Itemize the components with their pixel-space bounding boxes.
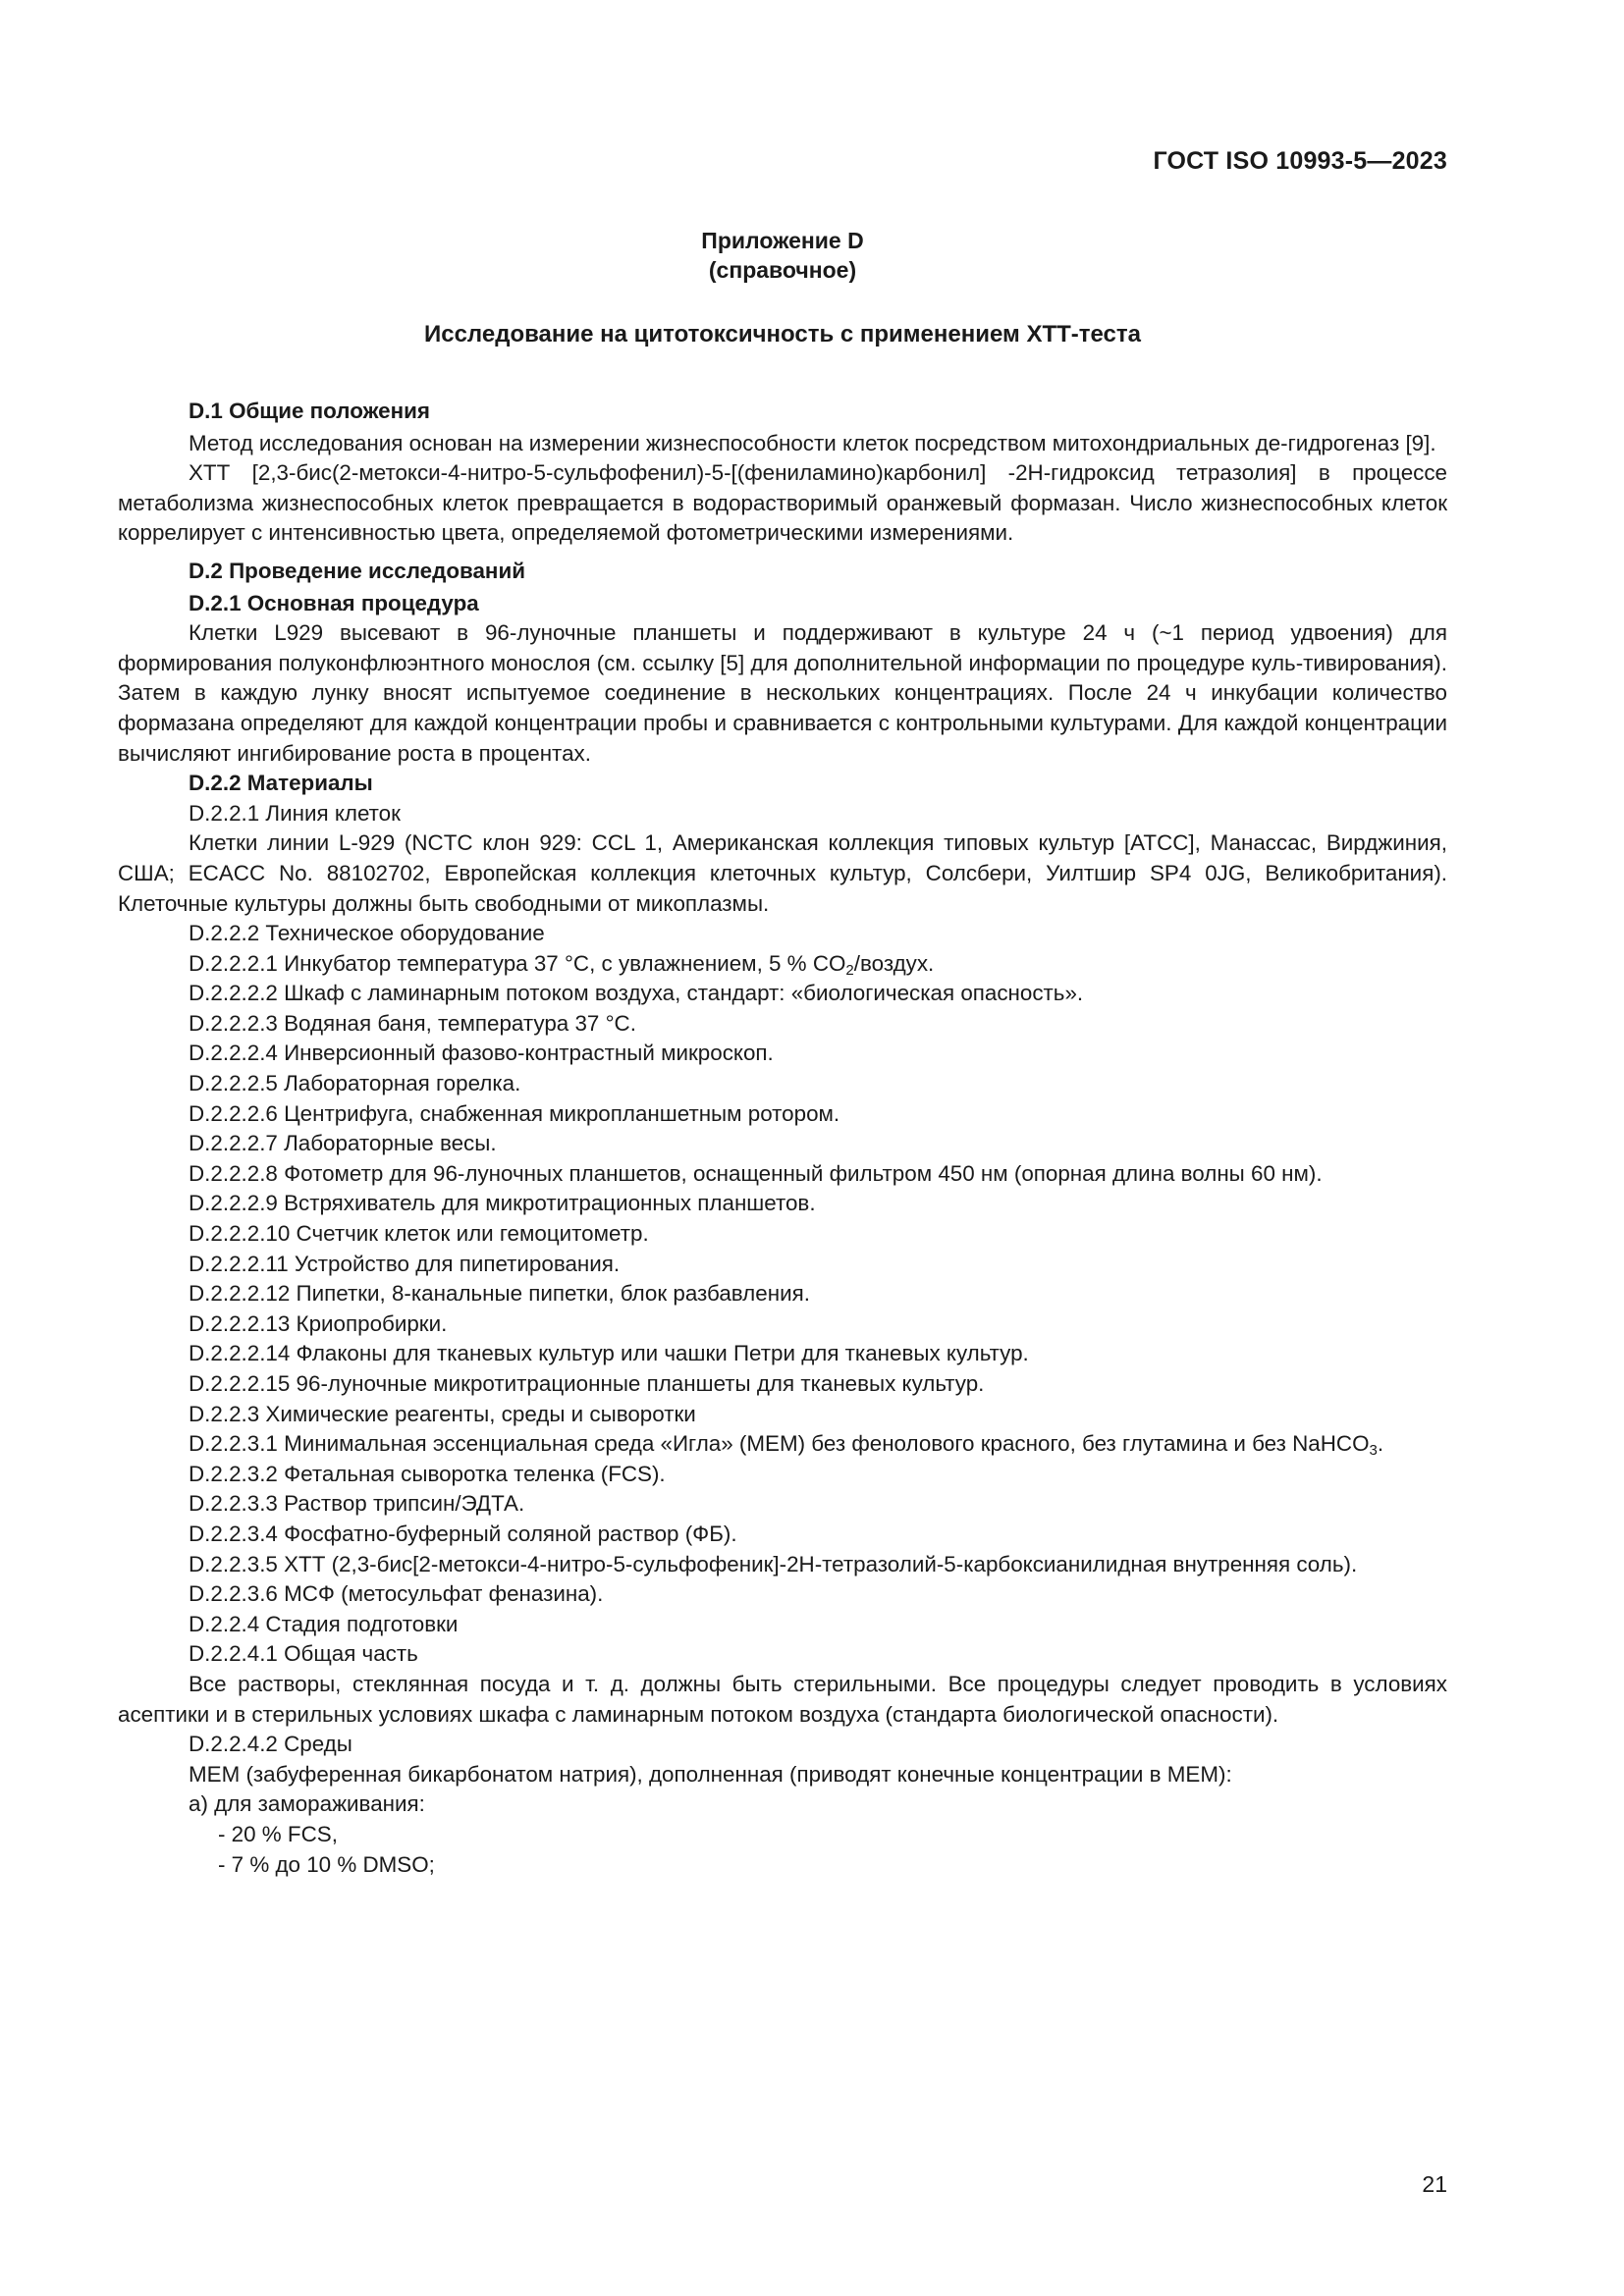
reagent-item-text: D.2.2.3.4 Фосфатно-буферный соляной раствор (ФБ). [189,1521,737,1546]
paragraph-d21: Клетки L929 высевают в 96-луночные планшеты и поддерживают в культуре 24 ч (~1 период удвоения) для формирования полуконфлюэнтного монослоя (см. ссылку [5] для дополнительной информации по процедуре куль-тивирования). Затем в каждую лунку вносят испытуемое соединение в нескольких концентрациях. После 24 ч инкубации количество формазана определяют для каждой концентрации пробы и сравнивается с контрольными культурами. Для каждой концентрации вычисляют ингибирование роста в процентах. [118,620,1447,766]
reagent-item-text: D.2.2.3.2 Фетальная сыворотка теленка (FCS). [189,1461,666,1486]
equipment-item [118,1009,1447,1040]
clause-heading-d2242: D.2.2.4.2 Среды [189,1732,352,1757]
equipment-item-text: D.2.2.2.4 Инверсионный фазово-контрастный микроскоп. [189,1041,774,1066]
equipment-item-text: D.2.2.2.3 Водяная баня, температура 37 °С. [189,1010,636,1036]
equipment-item [118,1099,1447,1130]
paragraph-d2242: МЕМ (забуференная бикарбонатом натрия), дополненная (приводят конечные концентрации в МЕМ): [189,1761,1232,1787]
equipment-item-text: D.2.2.2.7 Лабораторные весы. [189,1131,497,1156]
clause-heading-d221: D.2.2.1 Линия клеток [189,800,401,826]
equipment-item [118,1339,1447,1369]
equipment-item [118,949,1447,980]
reagent-item [118,1520,1447,1550]
list-label-freezing: а) для замораживания: [189,1791,425,1817]
equipment-item [118,1219,1447,1250]
reagent-item-text: D.2.2.3.6 МСФ (метосульфат феназина). [189,1581,604,1607]
equipment-item [118,1279,1447,1309]
clause-heading-d2241: D.2.2.4.1 Общая часть [189,1641,418,1667]
equipment-list [118,949,1447,1400]
reagent-item-text: D.2.2.3.5 ХТТ (2,3-бис[2-метокси-4-нитро-5-сульфофеник]-2Н-тетразолий-5-карбоксианилидная внутренняя соль). [189,1551,1358,1576]
reagent-item [118,1460,1447,1490]
equipment-item-text: D.2.2.2.8 Фотометр для 96-луночных планшетов, оснащенный фильтром 450 нм (опорная длина волны 60 нм). [189,1160,1323,1186]
section-heading-d2: D.2 Проведение исследований [189,558,525,583]
paragraph-d1-xtt: ХТТ [2,3-бис(2-метокси-4-нитро-5-сульфофенил)-5-[(фениламино)карбонил] -2Н-гидроксид тетразолия] в процессе метаболизма жизнеспособных клеток превращается в водорастворимый оранжевый формазан. Число жизнеспособных клеток коррелирует с интенсивностью цвета, определяемой фотометрическими измерениями. [118,460,1447,546]
equipment-item-text: D.2.2.2.9 Встряхиватель для микротитрационных планшетов. [189,1191,816,1216]
equipment-item [118,1189,1447,1219]
clause-heading-d224: D.2.2.4 Стадия подготовки [189,1611,459,1636]
equipment-item-text: D.2.2.2.14 Флаконы для тканевых культур или чашки Петри для тканевых культур. [189,1341,1029,1366]
equipment-item [118,979,1447,1009]
equipment-item [118,1069,1447,1099]
reagent-item-suffix: . [1377,1431,1384,1457]
reagent-item [118,1429,1447,1460]
equipment-item-suffix: /воздух. [853,950,935,976]
subscript: 3 [1369,1442,1378,1460]
subsection-heading-d22: D.2.2 Материалы [189,771,373,796]
subsection-heading-d21: D.2.1 Основная процедура [189,590,479,615]
equipment-item-text: D.2.2.2.11 Устройство для пипетирования. [189,1251,621,1276]
section-heading-d1: D.1 Общие положения [189,399,430,423]
equipment-item [118,1039,1447,1069]
annex-type: (справочное) [708,257,857,283]
document-page [118,0,1447,2296]
list-item: - 7 % до 10 % DMSO; [218,1851,435,1877]
equipment-item-text: D.2.2.2.10 Счетчик клеток или гемоцитометр. [189,1221,649,1247]
equipment-item-text: D.2.2.2.1 Инкубатор температура 37 °С, с увлажнением, 5 % CO [189,950,846,976]
equipment-item [118,1250,1447,1280]
document-code: ГОСТ ISO 10993-5—2023 [1153,147,1447,175]
equipment-item-text: D.2.2.2.5 Лабораторная горелка. [189,1071,521,1096]
list-item: - 20 % FCS, [218,1821,338,1846]
reagent-item [118,1579,1447,1610]
reagent-item-text: D.2.2.3.3 Раствор трипсин/ЭДТА. [189,1491,525,1517]
document-body [118,397,1447,1880]
paragraph-d2241: Все растворы, стеклянная посуда и т. д. должны быть стерильными. Все процедуры следует проводить в условиях асептики и в стерильных условиях шкафа с ламинарным потоком воздуха (стандарта биологической опасности). [118,1671,1447,1727]
annex-title: Приложение D [701,228,864,253]
equipment-item [118,1309,1447,1340]
equipment-item [118,1129,1447,1159]
reagent-item [118,1550,1447,1580]
page-number: 21 [1422,2171,1447,2197]
reagents-list [118,1429,1447,1610]
main-title: Исследование на цитотоксичность с применением ХТТ-теста [423,321,1141,347]
reagent-item [118,1489,1447,1520]
equipment-item-text: D.2.2.2.6 Центрифуга, снабженная микропланшетным ротором. [189,1100,840,1126]
equipment-item-text: D.2.2.2.15 96-луночные микротитрационные планшеты для тканевых культур. [189,1371,985,1396]
paragraph-d1-method: Метод исследования основан на измерении жизнеспособности клеток посредством митохондриальных де-гидрогеназ [9]. [189,430,1436,455]
reagent-item-text: D.2.2.3.1 Минимальная эссенциальная среда «Игла» (МЕМ) без фенолового красного, без глутамина и без NaHCO [189,1431,1370,1457]
equipment-item-text: D.2.2.2.13 Криопробирки. [189,1310,448,1336]
clause-heading-d223: D.2.2.3 Химические реагенты, среды и сыворотки [189,1401,696,1426]
equipment-item-text: D.2.2.2.2 Шкаф с ламинарным потоком воздуха, стандарт: «биологическая опасность». [189,981,1084,1006]
equipment-item [118,1369,1447,1400]
equipment-item [118,1159,1447,1190]
paragraph-d221: Клетки линии L-929 (NCTC клон 929: CCL 1, Американская коллекция типовых культур [ATCC], Манассас, Вирджиния, США; ECACC No. 88102702, Европейская коллекция клеточных культур, Солсбери, Уилтшир SP4 0JG, Великобритания). Клеточные культуры должны быть свободными от микоплазмы. [118,830,1447,916]
subscript: 2 [845,961,854,979]
equipment-item-text: D.2.2.2.12 Пипетки, 8-канальные пипетки, блок разбавления. [189,1281,810,1307]
clause-heading-d222: D.2.2.2 Техническое оборудование [189,921,545,946]
